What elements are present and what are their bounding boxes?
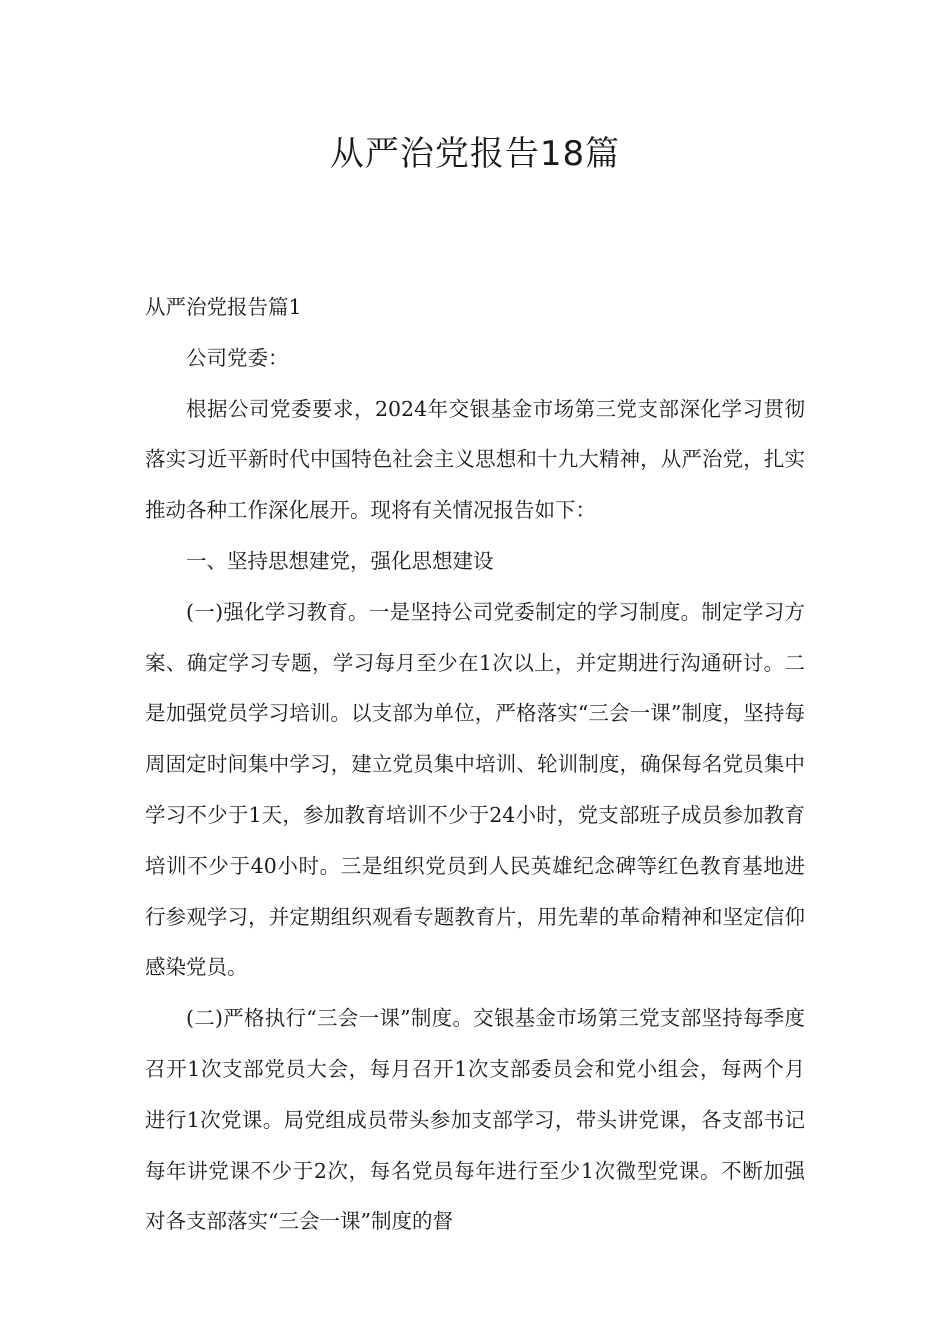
intro-paragraph: 根据公司党委要求，2024年交银基金市场第三党支部深化学习贯彻落实习近平新时代中国特色社会主义思想和十九大精神，从严治党，扎实推动各种工作深化展开。现将有关情况报告如下： bbox=[145, 396, 805, 523]
study-education-paragraph: (一)强化学习教育。一是坚持公司党委制定的学习制度。制定学习方案、确定学习专题，学习每月至少在1次以上，并定期进行沟通研讨。二是加强党员学习培训。以支部为单位，严格落实“三会一课”制度，坚持每周固定时间集中学习，建立党员集中培训、轮训制度，确保每名党员集中学习不少于1天，参加教育培训不少于24小时，党支部班子成员参加教育培训不少于40小时。三是组织党员到人民英雄纪念碑等红色教育基地进行参观学习，并定期组织观看专题教育片，用先辈的革命精神和坚定信仰感染党员。 bbox=[145, 599, 805, 980]
document-title: 从严治党报告18篇 bbox=[329, 134, 621, 174]
section-heading: 从严治党报告篇1 bbox=[145, 295, 302, 319]
document-body bbox=[145, 282, 805, 1247]
subheading-paragraph: 一、坚持思想建党，强化思想建设 bbox=[186, 548, 494, 573]
three-meetings-paragraph: (二)严格执行“三会一课”制度。交银基金市场第三党支部坚持每季度召开1次支部党员大会，每月召开1次支部委员会和党小组会，每两个月进行1次党课。局党组成员带头参加支部学习，带头讲党课，各支部书记每年讲党课不少于2次，每名党员每年进行至少1次微型党课。不断加强对各支部落实“三会一课”制度的督 bbox=[145, 1006, 805, 1234]
salutation-paragraph: 公司党委： bbox=[186, 345, 289, 370]
